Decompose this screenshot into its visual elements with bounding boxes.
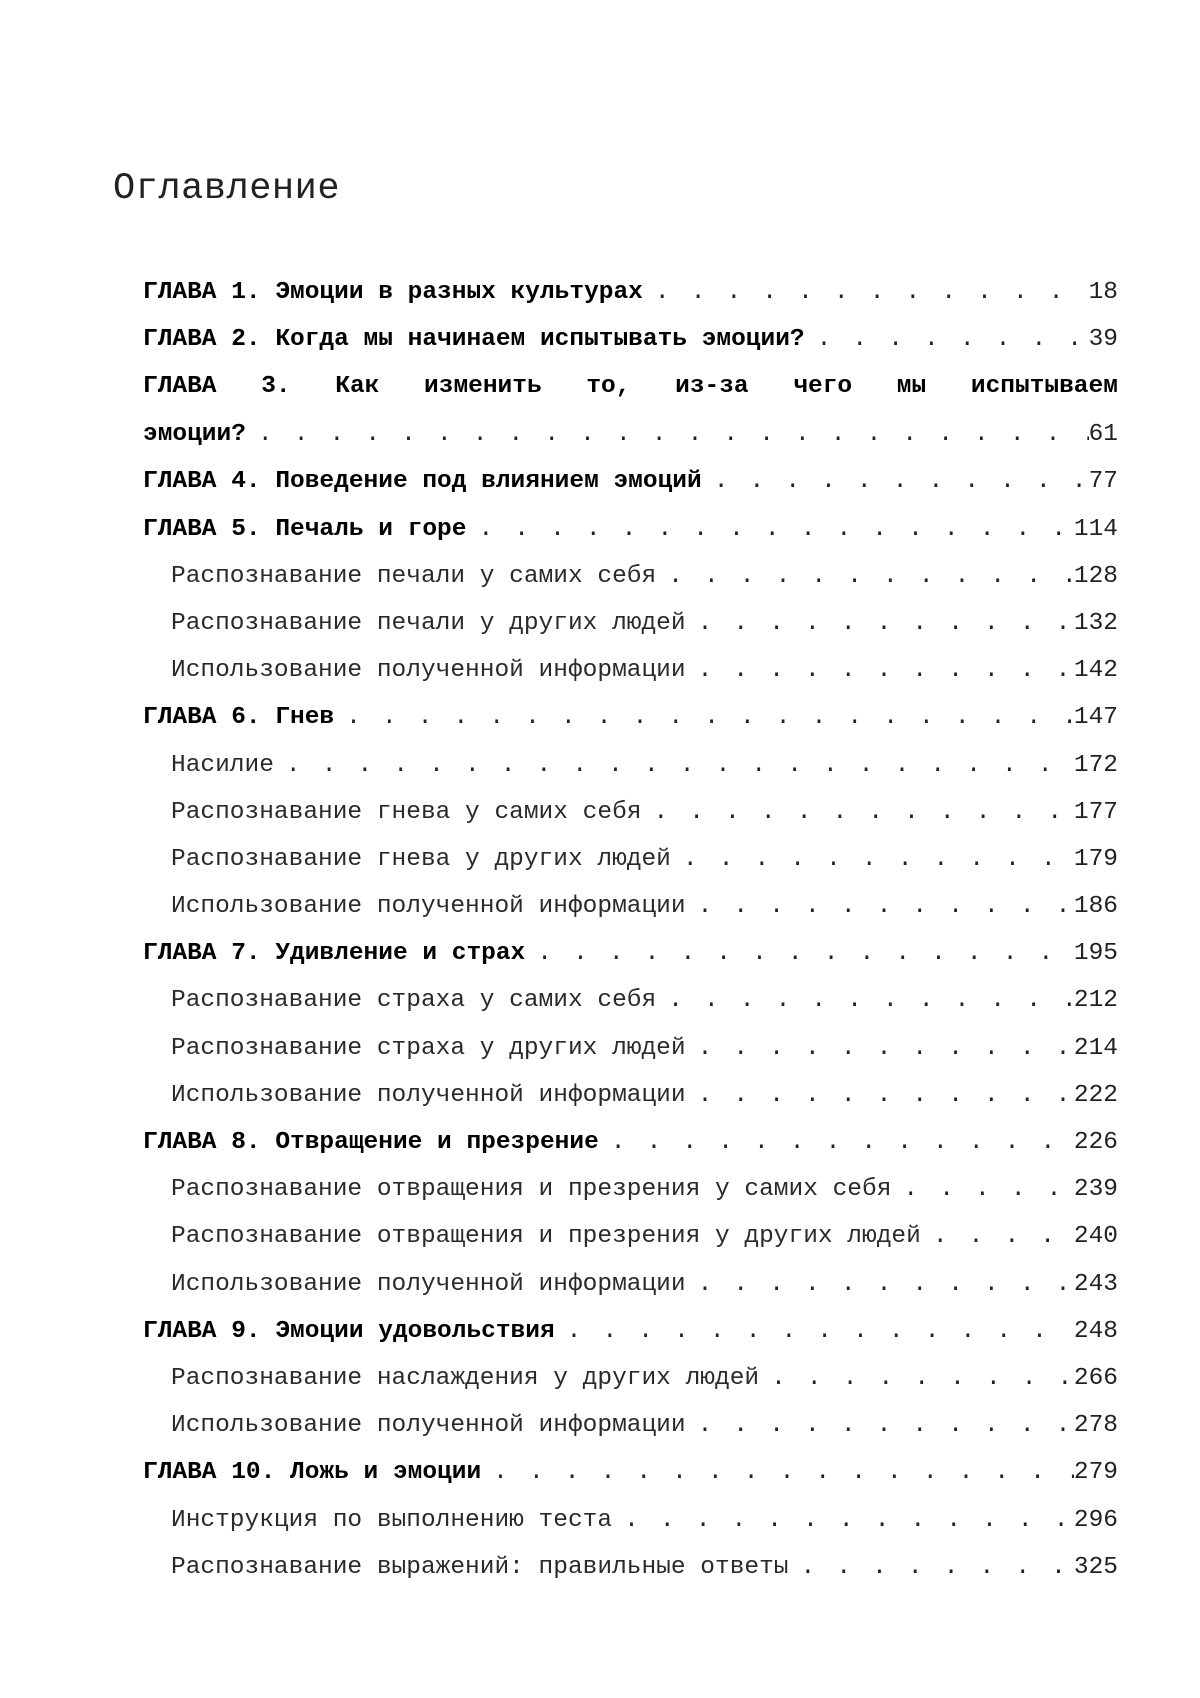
dot-leader bbox=[466, 513, 1073, 546]
toc-chapter-entry bbox=[143, 370, 1118, 465]
dot-leader bbox=[671, 843, 1074, 876]
toc-page-number: 214 bbox=[1073, 1034, 1118, 1062]
dot-leader bbox=[759, 1362, 1074, 1395]
toc-section-entry bbox=[143, 1504, 1118, 1551]
toc-section-entry bbox=[143, 1173, 1118, 1220]
toc-entry-title: Распознавание печали у самих себя bbox=[171, 562, 657, 590]
dot-leader bbox=[805, 323, 1089, 356]
toc-page-number: 147 bbox=[1073, 704, 1118, 732]
toc-page-number: 243 bbox=[1073, 1270, 1118, 1298]
dot-leader bbox=[246, 418, 1089, 451]
toc-entry-title: Распознавание страха у самих себя bbox=[171, 987, 657, 1015]
toc-page-number: 212 bbox=[1073, 987, 1118, 1015]
toc-chapter-entry bbox=[143, 1315, 1118, 1362]
dot-leader bbox=[702, 465, 1089, 498]
dot-leader bbox=[686, 607, 1074, 640]
toc-entry-title: Распознавание выражений: правильные ответы bbox=[171, 1553, 789, 1581]
toc-section-entry bbox=[143, 890, 1118, 937]
toc-entry-title: ГЛАВА 6. Гнев bbox=[143, 704, 335, 732]
toc-entry-title: Распознавание страха у других людей bbox=[171, 1034, 686, 1062]
toc-page-number: 179 bbox=[1073, 845, 1118, 873]
toc-page-number: 226 bbox=[1073, 1129, 1118, 1156]
toc-entry-title: ГЛАВА 10. Ложь и эмоции bbox=[143, 1459, 482, 1487]
toc-entry-title: ГЛАВА 5. Печаль и горе bbox=[143, 515, 467, 543]
toc-section-entry bbox=[143, 1268, 1118, 1315]
toc-entry-word: то, bbox=[586, 373, 631, 401]
toc-entry-word: мы bbox=[896, 373, 927, 401]
toc-entry-title: ГЛАВА 4. Поведение под влиянием эмоций bbox=[143, 468, 702, 496]
toc-section-entry bbox=[143, 796, 1118, 843]
toc-page-number: 39 bbox=[1088, 326, 1118, 354]
toc-entry-title: Насилие bbox=[171, 751, 274, 779]
toc-page-number: 142 bbox=[1073, 657, 1118, 685]
toc-entry-word: испытываем bbox=[970, 373, 1118, 401]
toc-section-entry bbox=[143, 984, 1118, 1031]
toc-entry-title: Использование полученной информации bbox=[171, 1412, 686, 1440]
toc-entry-title: Распознавание наслаждения у других людей bbox=[171, 1364, 760, 1392]
dot-leader bbox=[686, 1409, 1074, 1442]
toc-page-number: 266 bbox=[1073, 1364, 1118, 1392]
toc-section-entry bbox=[143, 607, 1118, 654]
toc-entry-title: Распознавание гнева у других людей bbox=[171, 845, 671, 873]
toc-entry-title: ГЛАВА 1. Эмоции в разных культурах bbox=[143, 279, 643, 306]
toc-page-number: 195 bbox=[1073, 940, 1118, 968]
toc-section-entry bbox=[143, 560, 1118, 607]
dot-leader bbox=[599, 1126, 1074, 1159]
toc-page-number: 18 bbox=[1088, 279, 1118, 306]
toc-entry-title: ГЛАВА 7. Удивление и страх bbox=[143, 940, 526, 968]
toc-entry-title: Использование полученной информации bbox=[171, 657, 686, 685]
toc-page-number: 240 bbox=[1073, 1223, 1118, 1251]
toc-entry-title: Распознавание отвращения и презрения у самих себя bbox=[171, 1176, 892, 1204]
toc-page-number: 186 bbox=[1073, 893, 1118, 921]
toc-page-number: 114 bbox=[1073, 515, 1118, 543]
toc-entry-title: ГЛАВА 9. Эмоции удовольствия bbox=[143, 1317, 555, 1345]
dot-leader bbox=[686, 1268, 1074, 1301]
toc-chapter-entry bbox=[143, 323, 1118, 370]
toc-entry-title: Использование полученной информации bbox=[171, 1081, 686, 1109]
toc-entry-title-continuation bbox=[143, 418, 1118, 451]
dot-leader bbox=[641, 796, 1073, 829]
toc-chapter-entry bbox=[143, 465, 1118, 512]
toc-entry-title: ГЛАВА 2. Когда мы начинаем испытывать эмоции? bbox=[143, 326, 805, 354]
toc-section-entry bbox=[143, 1079, 1118, 1126]
toc-section-entry bbox=[143, 1032, 1118, 1079]
toc-section-entry bbox=[143, 1409, 1118, 1456]
toc-entry-word: Как bbox=[335, 373, 380, 401]
toc-chapter-entry bbox=[143, 513, 1118, 560]
dot-leader bbox=[686, 1079, 1074, 1112]
toc-entry-title: Использование полученной информации bbox=[171, 1270, 686, 1298]
toc-page-number: 248 bbox=[1073, 1317, 1118, 1345]
dot-leader bbox=[612, 1504, 1074, 1537]
dot-leader bbox=[891, 1173, 1073, 1206]
dot-leader bbox=[686, 1032, 1074, 1065]
toc-entry-word: ГЛАВА bbox=[143, 373, 217, 401]
toc-entry-title-line bbox=[143, 370, 1118, 417]
toc-section-entry bbox=[143, 1551, 1118, 1598]
toc-entry-title: Использование полученной информации bbox=[171, 893, 686, 921]
toc-chapter-entry bbox=[143, 1126, 1118, 1173]
toc-chapter-entry bbox=[143, 937, 1118, 984]
dot-leader bbox=[334, 701, 1074, 734]
toc-page-number: 239 bbox=[1073, 1176, 1118, 1204]
toc-entry-title: Распознавание гнева у самих себя bbox=[171, 798, 642, 826]
toc-section-entry bbox=[143, 1220, 1118, 1267]
toc-section-entry bbox=[143, 1362, 1118, 1409]
toc-page-number: 172 bbox=[1073, 751, 1118, 779]
dot-leader bbox=[274, 749, 1074, 782]
dot-leader bbox=[656, 984, 1074, 1017]
dot-leader bbox=[921, 1220, 1074, 1253]
toc-page-number: 128 bbox=[1073, 562, 1118, 590]
dot-leader bbox=[789, 1551, 1074, 1584]
toc-chapter-entry bbox=[143, 1456, 1118, 1503]
toc-page-number: 132 bbox=[1073, 609, 1118, 637]
page-title: Оглавление bbox=[113, 168, 341, 210]
toc-entry-word: чего bbox=[793, 373, 853, 401]
toc-page-number: 279 bbox=[1073, 1459, 1118, 1487]
toc-section-entry bbox=[143, 654, 1118, 701]
toc-page-number: 177 bbox=[1073, 798, 1118, 826]
dot-leader bbox=[481, 1456, 1074, 1489]
toc-chapter-entry bbox=[143, 276, 1118, 323]
toc-page-number: 222 bbox=[1073, 1081, 1118, 1109]
toc-entry-word: из-за bbox=[675, 373, 749, 401]
dot-leader bbox=[656, 560, 1074, 593]
toc-page-number: 61 bbox=[1088, 420, 1118, 448]
dot-leader bbox=[525, 937, 1074, 970]
toc-page-number: 77 bbox=[1088, 468, 1118, 496]
toc-entry-title-tail: эмоции? bbox=[143, 420, 246, 448]
toc-entry-word: изменить bbox=[424, 373, 542, 401]
toc-entry-word: 3. bbox=[261, 373, 291, 401]
toc-section-entry bbox=[143, 749, 1118, 796]
toc-entry-title: Распознавание печали у других людей bbox=[171, 609, 686, 637]
dot-leader bbox=[555, 1315, 1074, 1348]
table-of-contents bbox=[143, 276, 1118, 1598]
dot-leader bbox=[686, 890, 1074, 923]
toc-chapter-entry bbox=[143, 701, 1118, 748]
toc-page-number: 325 bbox=[1073, 1553, 1118, 1581]
toc-entry-title: Распознавание отвращения и презрения у других людей bbox=[171, 1223, 921, 1251]
toc-page-number: 296 bbox=[1073, 1506, 1118, 1534]
dot-leader bbox=[686, 654, 1074, 687]
toc-section-entry bbox=[143, 843, 1118, 890]
toc-page-number: 278 bbox=[1073, 1412, 1118, 1440]
dot-leader bbox=[643, 276, 1089, 309]
toc-entry-title: Инструкция по выполнению теста bbox=[171, 1506, 613, 1534]
toc-entry-title: ГЛАВА 8. Отвращение и презрение bbox=[143, 1129, 599, 1156]
